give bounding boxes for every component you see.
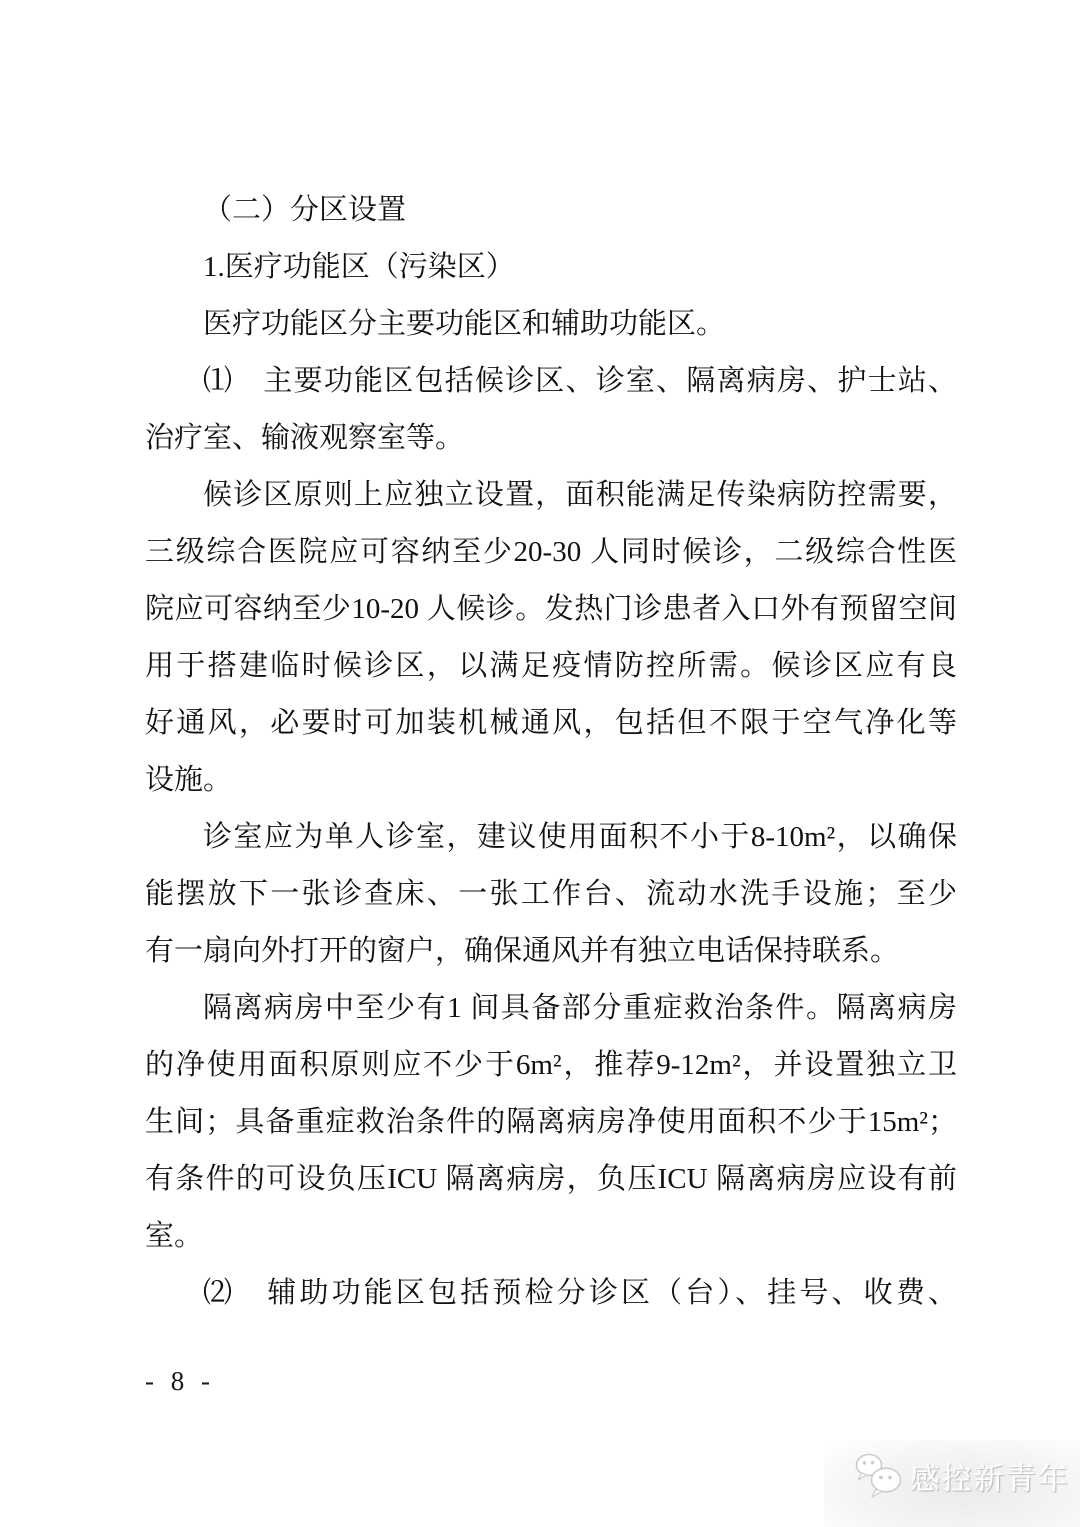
watermark bbox=[854, 1452, 1070, 1500]
watermark-label: 感控新青年 bbox=[910, 1463, 1070, 1496]
text-line-20: ⑵ 辅助功能区包括预检分诊区（台）、挂号、收费、 bbox=[203, 1277, 957, 1309]
text-line-16: 的净使用面积原则应不少于6m²，推荐9-12m²，并设置独立卫 bbox=[145, 1049, 957, 1081]
text-line-13: 能摆放下一张诊查床、一张工作台、流动水洗手设施；至少 bbox=[145, 878, 957, 910]
wechat-icon bbox=[854, 1452, 906, 1500]
text-line-19: 室。 bbox=[145, 1220, 204, 1252]
text-line-1: （二）分区设置 bbox=[203, 194, 407, 226]
text-line-12: 诊室应为单人诊室，建议使用面积不小于8-10m²，以确保 bbox=[203, 821, 957, 853]
text-line-3: 医疗功能区分主要功能区和辅助功能区。 bbox=[203, 308, 726, 340]
document-body bbox=[145, 182, 957, 1322]
text-line-8: 院应可容纳至少10-20 人候诊。发热门诊患者入口外有预留空间 bbox=[145, 593, 957, 625]
text-line-14: 有一扇向外打开的窗户，确保通风并有独立电话保持联系。 bbox=[145, 935, 900, 967]
text-line-2: 1.医疗功能区（污染区） bbox=[203, 251, 515, 283]
text-line-5: 治疗室、输液观察室等。 bbox=[145, 422, 465, 454]
text-line-18: 有条件的可设负压ICU 隔离病房，负压ICU 隔离病房应设有前 bbox=[145, 1163, 957, 1195]
text-line-11: 设施。 bbox=[145, 764, 233, 796]
text-line-15: 隔离病房中至少有1 间具备部分重症救治条件。隔离病房 bbox=[203, 992, 957, 1024]
page-number: - 8 - bbox=[145, 1366, 215, 1396]
text-line-17: 生间；具备重症救治条件的隔离病房净使用面积不少于15m²； bbox=[145, 1106, 957, 1138]
text-line-10: 好通风，必要时可加装机械通风，包括但不限于空气净化等 bbox=[145, 707, 957, 739]
text-line-4: ⑴ 主要功能区包括候诊区、诊室、隔离病房、护士站、 bbox=[203, 365, 957, 397]
text-line-9: 用于搭建临时候诊区，以满足疫情防控所需。候诊区应有良 bbox=[145, 650, 957, 682]
text-line-6: 候诊区原则上应独立设置，面积能满足传染病防控需要， bbox=[203, 479, 957, 511]
text-line-7: 三级综合医院应可容纳至少20-30 人同时候诊，二级综合性医 bbox=[145, 536, 957, 568]
